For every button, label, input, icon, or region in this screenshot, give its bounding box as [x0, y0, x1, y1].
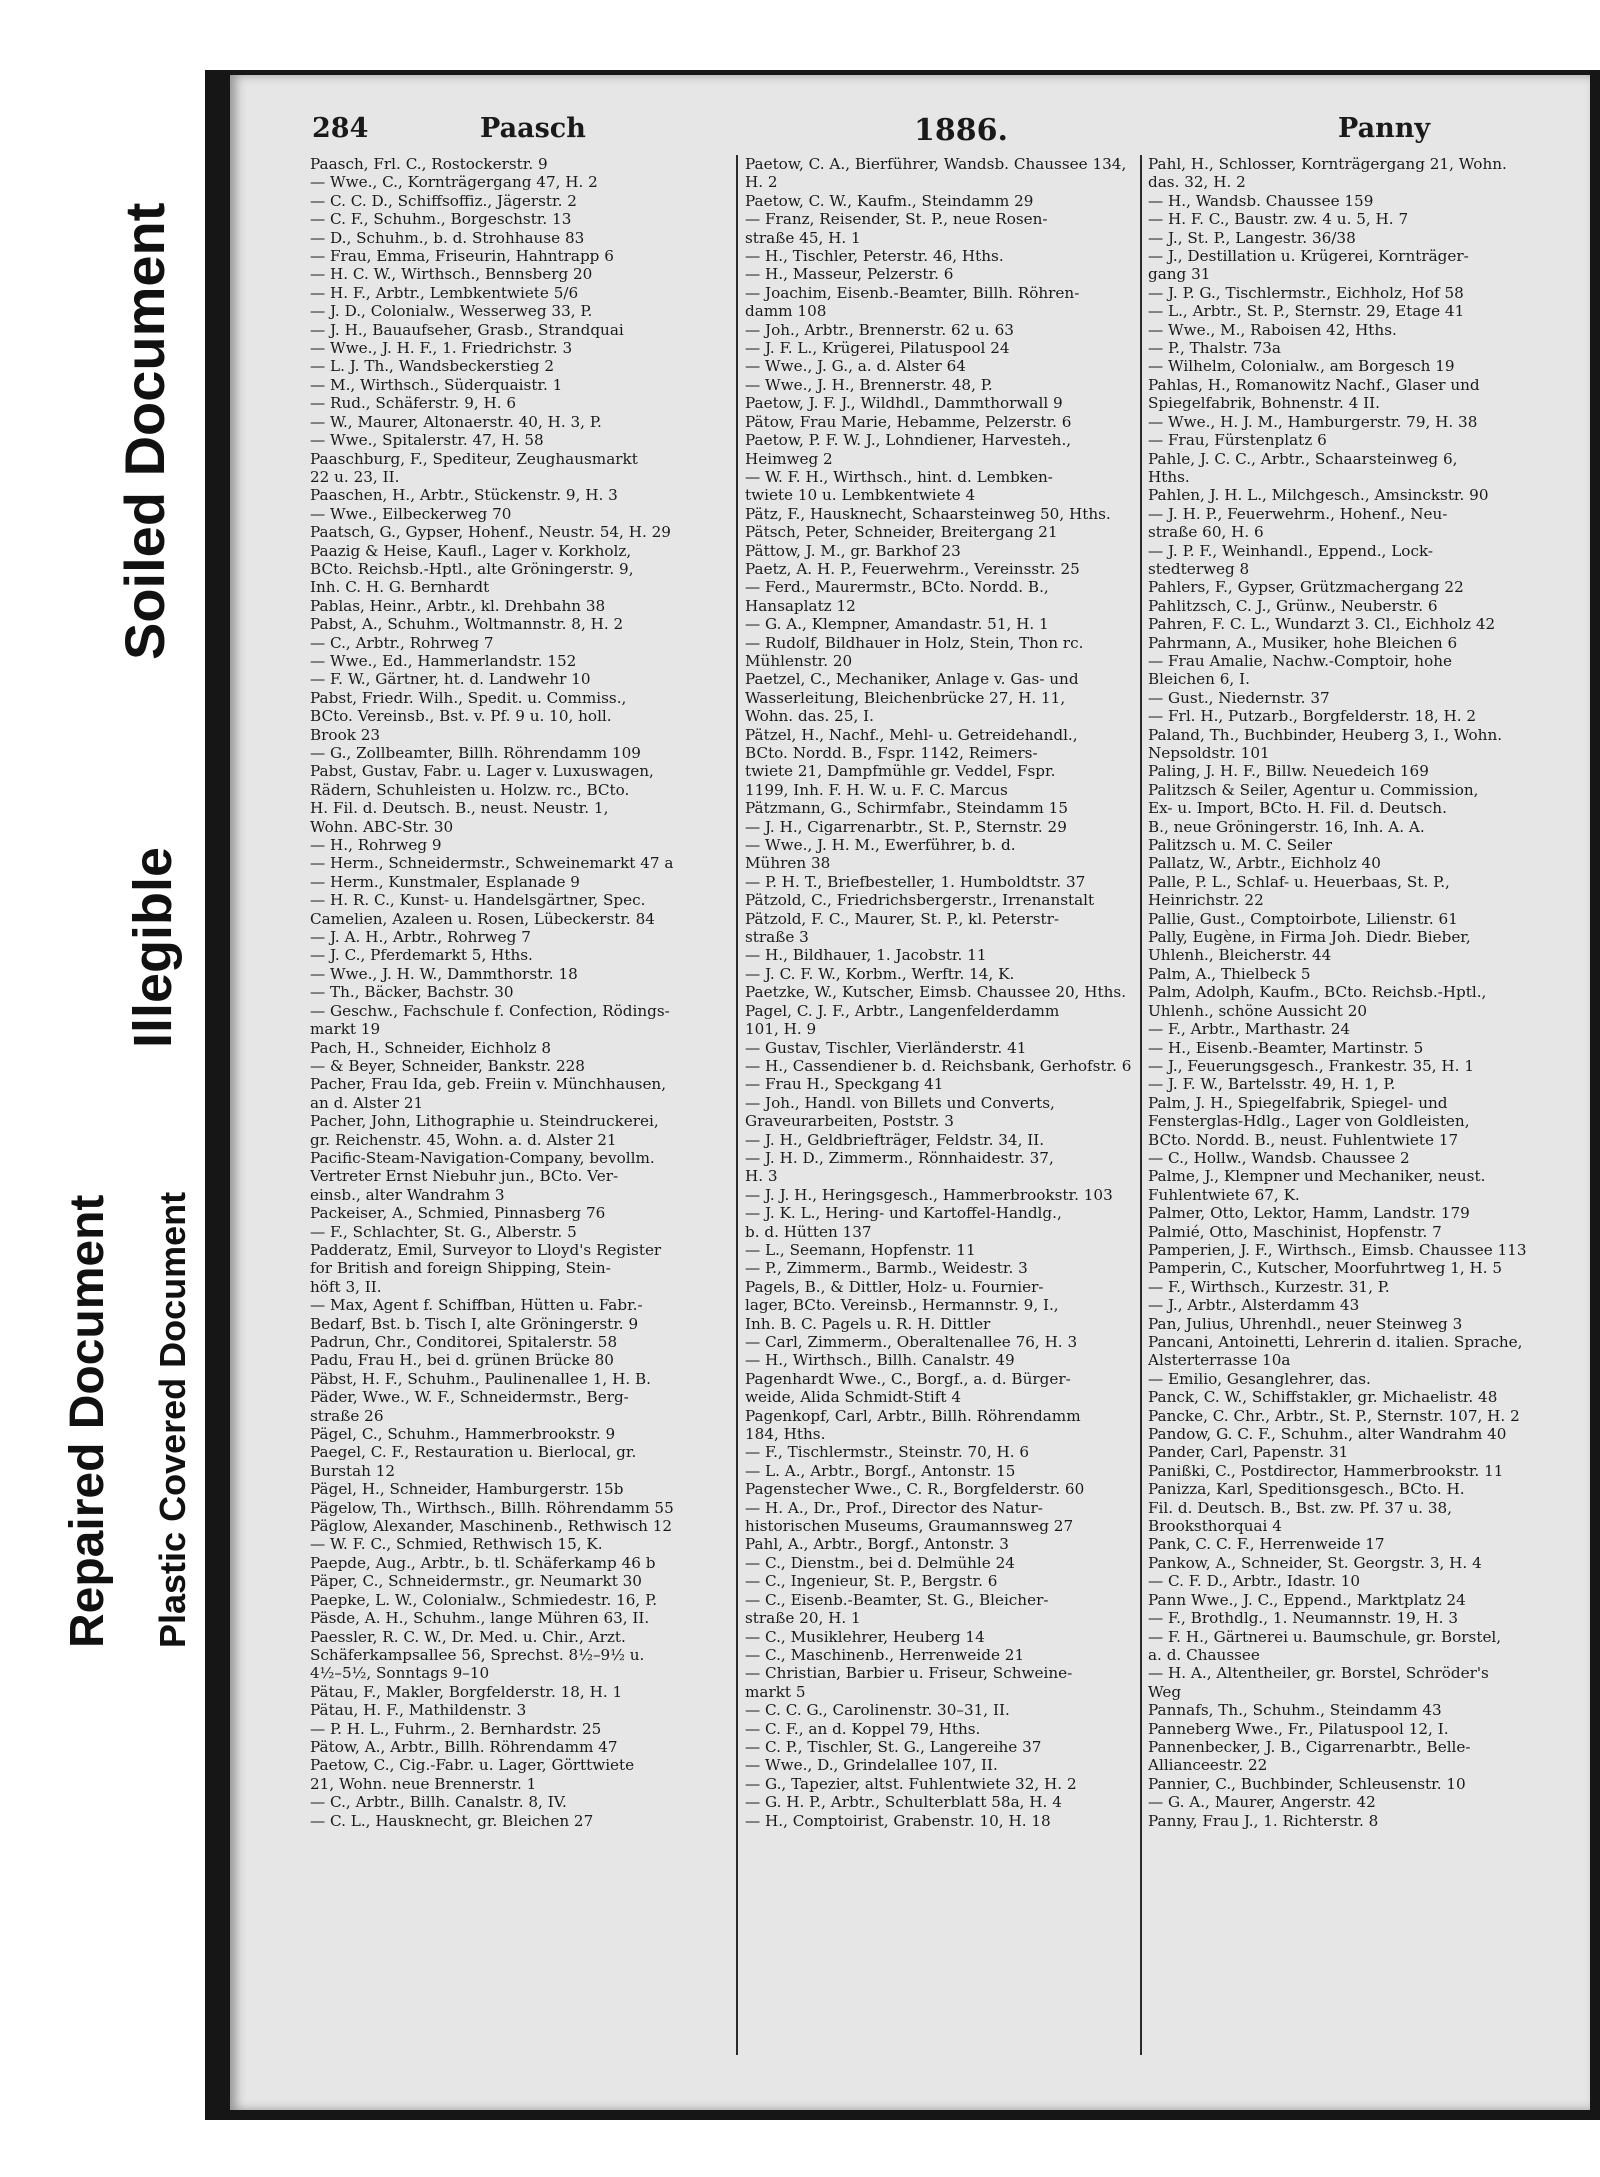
directory-entry-line: a. d. Chaussee — [1148, 1645, 1260, 1664]
directory-entry-line: Panneberg Wwe., Fr., Pilatuspool 12, I. — [1148, 1719, 1449, 1738]
directory-entry-line: gang 31 — [1148, 265, 1211, 284]
directory-entry-line: Pancani, Antoinetti, Lehrerin d. italien. Sprache, — [1148, 1333, 1523, 1351]
directory-entry-line: — H. A., Dr., Prof., Director des Natur- — [745, 1498, 1043, 1517]
directory-entry-line: Paazig & Heise, Kaufl., Lager v. Korkholz, — [310, 541, 632, 560]
directory-entry-line: Pacific-Steam-Navigation-Company, bevollm. — [310, 1148, 655, 1167]
directory-entry-line: Padderatz, Emil, Surveyor to Lloyd's Register — [310, 1240, 662, 1259]
directory-column-middle — [745, 155, 1145, 2085]
directory-entry-line: — J. P. F., Weinhandl., Eppend., Lock- — [1148, 541, 1434, 560]
directory-entry-line: — H., Eisenb.-Beamter, Martinstr. 5 — [1148, 1038, 1424, 1057]
directory-entry-line: — Frau Amalie, Nachw.-Comptoir, hohe — [1148, 651, 1452, 670]
directory-entry-line: Wohn. ABC-Str. 30 — [310, 817, 454, 836]
directory-entry-line: BCto. Nordd. B., Fspr. 1142, Reimers- — [745, 744, 1038, 762]
directory-entry-line: Palmer, Otto, Lektor, Hamm, Landstr. 179 — [1148, 1204, 1470, 1223]
directory-entry-line: — P. H. T., Briefbesteller, 1. Humboldtstr. 37 — [745, 872, 1086, 891]
directory-entry-line: — J. D., Colonialw., Wesserweg 33, P. — [310, 302, 593, 321]
left-running-head: Paasch — [480, 113, 586, 144]
directory-entry-line: — Wwe., D., Grindelallee 107, II. — [745, 1756, 998, 1775]
directory-entry-line: Uhlenh., schöne Aussicht 20 — [1148, 1001, 1368, 1020]
directory-entry-line: Panißki, C., Postdirector, Hammerbrookstr. 11 — [1148, 1461, 1504, 1480]
directory-entry-line: Pan, Julius, Uhrenhdl., neuer Steinweg 3 — [1148, 1314, 1463, 1333]
repaired-document-label: Repaired Document — [61, 1194, 114, 1648]
directory-entry-line: Inh. C. H. G. Bernhardt — [310, 578, 490, 597]
directory-entry-line: Alsterterrasse 10a — [1148, 1351, 1291, 1370]
directory-entry-line: — Wwe., J. H. F., 1. Friedrichstr. 3 — [310, 339, 573, 358]
directory-entry-line: — Joachim, Eisenb.-Beamter, Billh. Röhren- — [745, 283, 1080, 302]
directory-entry-line: Pagenkopf, Carl, Arbtr., Billh. Röhrendamm — [745, 1406, 1081, 1425]
directory-entry-line: Brooksthorquai 4 — [1148, 1517, 1282, 1536]
directory-entry-line: — C. F. D., Arbtr., Idastr. 10 — [1148, 1572, 1361, 1591]
directory-entry-line: Paetz, A. H. P., Feuerwehrm., Vereinsstr. 25 — [745, 559, 1080, 578]
directory-entry-line: Paetow, J. F. J., Wildhdl., Dammthorwall 9 — [745, 394, 1063, 413]
directory-column-right — [1148, 155, 1578, 2085]
directory-entry-line: — J. A. H., Arbtr., Rohrweg 7 — [310, 928, 531, 947]
directory-entry-line: — Carl, Zimmerm., Oberaltenallee 76, H. 3 — [745, 1333, 1078, 1351]
directory-entry-line: — J. C., Pferdemarkt 5, Hths. — [310, 946, 533, 965]
directory-entry-line: straße 26 — [310, 1406, 384, 1425]
directory-entry-line: Pahl, H., Schlosser, Kornträgergang 21, Wohn. — [1148, 155, 1507, 173]
directory-entry-line: — P. H. L., Fuhrm., 2. Bernhardstr. 25 — [310, 1719, 602, 1738]
directory-entry-line: Pätzel, H., Nachf., Mehl- u. Getreidehandl., — [745, 725, 1078, 744]
directory-entry-line: — J. H., Cigarrenarbtr., St. P., Sternstr. 29 — [745, 817, 1067, 836]
directory-entry-line: — H., Wirthsch., Billh. Canalstr. 49 — [745, 1351, 1015, 1370]
directory-entry-line: — H. R. C., Kunst- u. Handelsgärtner, Spec. — [310, 891, 646, 910]
directory-entry-line: — F., Wirthsch., Kurzestr. 31, P. — [1148, 1277, 1390, 1296]
directory-entry-line: Paaschen, H., Arbtr., Stückenstr. 9, H. 3 — [310, 486, 618, 505]
directory-entry-line: Pagenhardt Wwe., C., Borgf., a. d. Bürger- — [745, 1369, 1071, 1388]
directory-entry-line: Heimweg 2 — [745, 449, 833, 468]
directory-entry-line: — D., Schuhm., b. d. Strohhause 83 — [310, 228, 585, 247]
directory-entry-line: — F., Brothdlg., 1. Neumannstr. 19, H. 3 — [1148, 1609, 1458, 1628]
directory-entry-line: — G. H. P., Arbtr., Schulterblatt 58a, H. 4 — [745, 1793, 1062, 1812]
directory-entry-line: Mühlenstr. 20 — [745, 651, 853, 670]
directory-entry-line: Päder, Wwe., W. F., Schneidermstr., Berg- — [310, 1388, 629, 1407]
directory-entry-line: — C. F., Schuhm., Borgeschstr. 13 — [310, 210, 572, 229]
directory-entry-line: Paaschburg, F., Spediteur, Zeughausmarkt — [310, 449, 638, 468]
directory-entry-line: 22 u. 23, II. — [310, 467, 400, 486]
directory-entry-line: — Wwe., J. H. M., Ewerführer, b. d. — [745, 836, 1016, 855]
directory-entry-line: Pann Wwe., J. C., Eppend., Marktplatz 24 — [1148, 1590, 1466, 1609]
directory-entry-line: Pägelow, Th., Wirthsch., Billh. Röhrendamm 55 — [310, 1498, 674, 1517]
directory-entry-line: Fil. d. Deutsch. B., Bst. zw. Pf. 37 u. 38, — [1148, 1498, 1452, 1517]
directory-entry-line: — H., Cassendiener b. d. Reichsbank, Gerhofstr. 6 — [745, 1056, 1132, 1075]
directory-entry-line: — Herm., Schneidermstr., Schweinemarkt 47 a — [310, 854, 674, 873]
directory-entry-line: — P., Zimmerm., Barmb., Weidestr. 3 — [745, 1259, 1028, 1278]
directory-entry-line: Schäferkampsallee 56, Sprechst. 8½–9½ u. — [310, 1645, 645, 1664]
directory-entry-line: Pätau, H. F., Mathildenstr. 3 — [310, 1701, 527, 1720]
directory-entry-line: — Rud., Schäferstr. 9, H. 6 — [310, 394, 517, 413]
directory-entry-line: — C. C. D., Schiffsoffiz., Jägerstr. 2 — [310, 191, 577, 210]
directory-entry-line: Paasch, Frl. C., Rostockerstr. 9 — [310, 155, 548, 173]
directory-entry-line: — G., Tapezier, altst. Fuhlentwiete 32, H. 2 — [745, 1774, 1077, 1793]
directory-entry-line: Pahren, F. C. L., Wundarzt 3. Cl., Eichholz 42 — [1148, 615, 1496, 634]
directory-entry-line: — Gust., Niedernstr. 37 — [1148, 688, 1330, 707]
directory-entry-line: das. 32, H. 2 — [1148, 173, 1246, 192]
directory-entry-line: Wohn. das. 25, I. — [745, 707, 874, 726]
directory-entry-line: Paatsch, G., Gypser, Hohenf., Neustr. 54, H. 29 — [310, 523, 671, 542]
directory-entry-line: — G. A., Maurer, Angerstr. 42 — [1148, 1793, 1376, 1812]
directory-entry-line: B., neue Gröningerstr. 16, Inh. A. A. — [1148, 817, 1425, 836]
directory-entry-line: — C., Eisenb.-Beamter, St. G., Bleicher- — [745, 1590, 1049, 1609]
directory-entry-line: Pancke, C. Chr., Arbtr., St. P., Sternstr. 107, H. 2 — [1148, 1406, 1520, 1425]
directory-entry-line: — W., Maurer, Altonaerstr. 40, H. 3, P. — [310, 412, 602, 431]
directory-entry-line: Paepke, L. W., Colonialw., Schmiedestr. 16, P. — [310, 1590, 658, 1609]
directory-entry-line: Päsde, A. H., Schuhm., lange Mühren 63, II. — [310, 1609, 650, 1628]
directory-entry-line: — F., Arbtr., Marthastr. 24 — [1148, 1020, 1351, 1039]
directory-entry-line: — J. H., Geldbriefträger, Feldstr. 34, II. — [745, 1130, 1045, 1149]
directory-entry-line: Bleichen 6, I. — [1148, 670, 1250, 689]
directory-entry-line: — F., Tischlermstr., Steinstr. 70, H. 6 — [745, 1443, 1030, 1462]
directory-entry-line: gr. Reichenstr. 45, Wohn. a. d. Alster 21 — [310, 1130, 617, 1149]
directory-entry-line: Paetzke, W., Kutscher, Eimsb. Chaussee 20, Hths. — [745, 983, 1127, 1002]
directory-entry-line: Pandow, G. C. F., Schuhm., alter Wandrahm 40 — [1148, 1425, 1507, 1444]
directory-entry-line: Paland, Th., Buchbinder, Heuberg 3, I., Wohn. — [1148, 725, 1503, 744]
directory-entry-line: — Wwe., J. H., Brennerstr. 48, P. — [745, 375, 993, 394]
directory-entry-line: Pach, H., Schneider, Eichholz 8 — [310, 1038, 552, 1057]
directory-entry-line: Paegel, C. F., Restauration u. Bierlocal, gr. — [310, 1443, 637, 1462]
directory-entry-line: — Ferd., Maurermstr., BCto. Nordd. B., — [745, 578, 1049, 597]
directory-entry-line: damm 108 — [745, 302, 827, 321]
directory-entry-line: 184, Hths. — [745, 1425, 826, 1444]
directory-entry-line: — F. H., Gärtnerei u. Baumschule, gr. Borstel, — [1148, 1627, 1502, 1646]
directory-entry-line: — F., Schlachter, St. G., Alberstr. 5 — [310, 1222, 577, 1241]
directory-entry-line: b. d. Hütten 137 — [745, 1222, 872, 1241]
directory-entry-line: Hansaplatz 12 — [745, 596, 856, 615]
directory-entry-line: BCto. Vereinsb., Bst. v. Pf. 9 u. 10, holl. — [310, 707, 612, 726]
directory-entry-line: — & Beyer, Schneider, Bankstr. 228 — [310, 1056, 585, 1075]
directory-entry-line: Packeiser, A., Schmied, Pinnasberg 76 — [310, 1204, 606, 1223]
directory-entry-line: Pahlers, F., Gypser, Grützmachergang 22 — [1148, 578, 1464, 597]
directory-entry-line: Päper, C., Schneidermstr., gr. Neumarkt 30 — [310, 1572, 642, 1591]
directory-entry-line: — Frau, Fürstenplatz 6 — [1148, 431, 1327, 450]
directory-entry-line: markt 19 — [310, 1020, 381, 1039]
directory-entry-line: — L., Arbtr., St. P., Sternstr. 29, Etage 41 — [1148, 302, 1465, 321]
directory-entry-line: straße 20, H. 1 — [745, 1609, 861, 1628]
directory-entry-line: Padu, Frau H., bei d. grünen Brücke 80 — [310, 1351, 614, 1370]
directory-entry-line: lager, BCto. Vereinsb., Hermannstr. 9, I., — [745, 1296, 1059, 1315]
directory-entry-line: — Emilio, Gesanglehrer, das. — [1148, 1369, 1371, 1388]
directory-entry-line: — Franz, Reisender, St. P., neue Rosen- — [745, 210, 1048, 229]
directory-entry-line: 4½–5½, Sonntags 9–10 — [310, 1664, 490, 1683]
directory-entry-line: Palitzsch & Seiler, Agentur u. Commission, — [1148, 780, 1479, 799]
directory-entry-line: Brook 23 — [310, 725, 381, 744]
directory-entry-line: Paepde, Aug., Arbtr., b. tl. Schäferkamp 46 b — [310, 1553, 656, 1572]
illegible-label: Illegible — [123, 846, 183, 1048]
directory-entry-line: Palme, J., Klempner und Mechaniker, neust. — [1148, 1167, 1486, 1186]
directory-entry-line: — Joh., Handl. von Billets und Converts, — [745, 1093, 1055, 1112]
directory-entry-line: — Wwe., C., Kornträgergang 47, H. 2 — [310, 173, 598, 192]
directory-entry-line: H. 3 — [745, 1167, 778, 1186]
directory-entry-line: Pahlas, H., Romanowitz Nachf., Glaser und — [1148, 375, 1480, 394]
directory-entry-line: twiete 10 u. Lembkentwiete 4 — [745, 486, 976, 505]
directory-entry-line: Pahrmann, A., Musiker, hohe Bleichen 6 — [1148, 633, 1458, 652]
directory-entry-line: Pätow, Frau Marie, Hebamme, Pelzerstr. 6 — [745, 412, 1072, 431]
directory-entry-line: — F. W., Gärtner, ht. d. Landwehr 10 — [310, 670, 591, 689]
directory-entry-line: — H., Bildhauer, 1. Jacobstr. 11 — [745, 946, 987, 965]
directory-entry-line: — H., Rohrweg 9 — [310, 836, 442, 855]
directory-entry-line: Vertreter Ernst Niebuhr jun., BCto. Ver- — [310, 1167, 619, 1186]
directory-entry-line: — Christian, Barbier u. Friseur, Schweine- — [745, 1664, 1073, 1683]
soiled-document-label: Soiled Document — [113, 202, 176, 660]
directory-entry-line: BCto. Reichsb.-Hptl., alte Gröningerstr. 9, — [310, 559, 634, 578]
directory-entry-line: Pannier, C., Buchbinder, Schleusenstr. 10 — [1148, 1774, 1466, 1793]
directory-entry-line: — C., Arbtr., Rohrweg 7 — [310, 633, 494, 652]
directory-entry-line: Paetow, C., Cig.-Fabr. u. Lager, Görttwiete — [310, 1756, 635, 1775]
directory-entry-line: Pacher, Frau Ida, geb. Freiin v. Münchhausen, — [310, 1075, 667, 1094]
directory-entry-line: Pamperin, C., Kutscher, Moorfuhrtweg 1, H. 5 — [1148, 1259, 1503, 1278]
directory-entry-line: Pätzmann, G., Schirmfabr., Steindamm 15 — [745, 799, 1068, 818]
directory-entry-line: Spiegelfabrik, Bohnenstr. 4 II. — [1148, 394, 1381, 413]
directory-entry-line: — J., Destillation u. Krügerei, Kornträger- — [1148, 247, 1469, 266]
plastic-covered-document-label: Plastic Covered Document — [152, 1191, 193, 1648]
directory-entry-line: BCto. Nordd. B., neust. Fuhlentwiete 17 — [1148, 1130, 1459, 1149]
directory-entry-line: — W. F. C., Schmied, Rethwisch 15, K. — [310, 1535, 603, 1554]
directory-entry-line: — J. H. D., Zimmerm., Rönnhaidestr. 37, — [745, 1148, 1054, 1167]
directory-entry-line: for British and foreign Shipping, Stein- — [310, 1259, 611, 1278]
directory-entry-line: H. Fil. d. Deutsch. B., neust. Neustr. 1, — [310, 799, 609, 818]
directory-entry-line: straße 45, H. 1 — [745, 228, 861, 247]
directory-entry-line: Uhlenh., Bleicherstr. 44 — [1148, 946, 1332, 965]
directory-entry-line: — J., Arbtr., Alsterdamm 43 — [1148, 1296, 1360, 1315]
directory-entry-line: — C., Hollw., Wandsb. Chaussee 2 — [1148, 1148, 1410, 1167]
directory-entry-line: — H., Masseur, Pelzerstr. 6 — [745, 265, 954, 284]
directory-entry-line: Panny, Frau J., 1. Richterstr. 8 — [1148, 1811, 1379, 1830]
directory-entry-line: — Wwe., H. J. M., Hamburgerstr. 79, H. 38 — [1148, 412, 1478, 431]
directory-entry-line: — H. F. C., Baustr. zw. 4 u. 5, H. 7 — [1148, 210, 1409, 229]
directory-entry-line: Pättow, J. M., gr. Barkhof 23 — [745, 541, 961, 560]
directory-entry-line: 101, H. 9 — [745, 1020, 817, 1039]
directory-entry-line: — J. J. H., Heringsgesch., Hammerbrookstr. 103 — [745, 1185, 1113, 1204]
directory-entry-line: Bedarf, Bst. b. Tisch I, alte Gröningerstr. 9 — [310, 1314, 639, 1333]
directory-entry-line: Allianceestr. 22 — [1148, 1756, 1268, 1775]
year-heading: 1886. — [914, 113, 1008, 148]
directory-entry-line: Pablas, Heinr., Arbtr., kl. Drehbahn 38 — [310, 596, 606, 615]
directory-entry-line: — L. A., Arbtr., Borgf., Antonstr. 15 — [745, 1461, 1016, 1480]
directory-entry-line: — C. L., Hausknecht, gr. Bleichen 27 — [310, 1811, 594, 1830]
directory-entry-line: — H., Wandsb. Chaussee 159 — [1148, 191, 1374, 210]
directory-entry-line: Burstah 12 — [310, 1461, 396, 1480]
directory-entry-line: Pander, Carl, Papenstr. 31 — [1148, 1443, 1349, 1462]
directory-entry-line: Palm, A., Thielbeck 5 — [1148, 964, 1311, 983]
directory-entry-line: Pally, Eugène, in Firma Joh. Diedr. Bieber, — [1148, 928, 1471, 947]
directory-entry-line: Hths. — [1148, 467, 1190, 486]
directory-entry-line: — H., Tischler, Peterstr. 46, Hths. — [745, 247, 1004, 266]
right-running-head: Panny — [1338, 113, 1431, 144]
directory-entry-line: Pahlen, J. H. L., Milchgesch., Amsinckstr. 90 — [1148, 486, 1489, 505]
directory-entry-line: Fuhlentwiete 67, K. — [1148, 1185, 1300, 1204]
directory-entry-line: Päglow, Alexander, Maschinenb., Rethwisch 12 — [310, 1517, 673, 1536]
directory-entry-line: — Wilhelm, Colonialw., am Borgesch 19 — [1148, 357, 1455, 376]
directory-entry-line: — Joh., Arbtr., Brennerstr. 62 u. 63 — [745, 320, 1014, 339]
directory-entry-line: Pahle, J. C. C., Arbtr., Schaarsteinweg 6, — [1148, 449, 1458, 468]
page-number: 284 — [312, 113, 369, 144]
directory-entry-line: Pagel, C. J. F., Arbtr., Langenfelderdamm — [745, 1001, 1060, 1020]
directory-entry-line: — H. F., Arbtr., Lembkentwiete 5/6 — [310, 283, 579, 302]
directory-entry-line: — Th., Bäcker, Bachstr. 30 — [310, 983, 514, 1002]
directory-entry-line: — Frau, Emma, Friseurin, Hahntrapp 6 — [310, 247, 614, 266]
directory-entry-line: Pallie, Gust., Comptoirbote, Lilienstr. 61 — [1148, 909, 1458, 928]
directory-entry-line: Graveurarbeiten, Poststr. 3 — [745, 1112, 954, 1131]
directory-entry-line: Paessler, R. C. W., Dr. Med. u. Chir., Arzt. — [310, 1627, 626, 1646]
directory-entry-line: — L. J. Th., Wandsbeckerstieg 2 — [310, 357, 554, 376]
directory-entry-line: — Geschw., Fachschule f. Confection, Rödings- — [310, 1001, 670, 1020]
directory-entry-line: Paetzel, C., Mechaniker, Anlage v. Gas- und — [745, 670, 1079, 689]
directory-entry-line: Pätzold, C., Friedrichsbergerstr., Irrenanstalt — [745, 891, 1095, 910]
directory-entry-line: 21, Wohn. neue Brennerstr. 1 — [310, 1774, 537, 1793]
directory-entry-line: Palle, P. L., Schlaf- u. Heuerbaas, St. P., — [1148, 872, 1450, 891]
directory-entry-line: — Herm., Kunstmaler, Esplanade 9 — [310, 872, 580, 891]
directory-entry-line: straße 3 — [745, 928, 809, 947]
directory-entry-line: H. 2 — [745, 173, 778, 192]
directory-entry-line: Palmié, Otto, Maschinist, Hopfenstr. 7 — [1148, 1222, 1442, 1241]
directory-entry-line: Pätz, F., Hausknecht, Schaarsteinweg 50, Hths. — [745, 504, 1111, 523]
directory-column-left — [310, 155, 730, 2085]
directory-entry-line: Pahl, A., Arbtr., Borgf., Antonstr. 3 — [745, 1535, 1009, 1554]
directory-entry-line: — J. F. W., Bartelsstr. 49, H. 1, P. — [1148, 1075, 1396, 1094]
directory-entry-line: — C., Ingenieur, St. P., Bergstr. 6 — [745, 1572, 998, 1591]
directory-entry-line: — J. P. G., Tischlermstr., Eichholz, Hof 58 — [1148, 283, 1464, 302]
directory-entry-line: Padrun, Chr., Conditorei, Spitalerstr. 58 — [310, 1333, 618, 1351]
directory-entry-line: — W. F. H., Wirthsch., hint. d. Lembken- — [745, 467, 1053, 486]
directory-entry-line: — Max, Agent f. Schiffban, Hütten u. Fabr.- — [310, 1296, 643, 1315]
directory-entry-line: Panck, C. W., Schiffstakler, gr. Michaelistr. 48 — [1148, 1388, 1498, 1407]
directory-entry-line: Ex- u. Import, BCto. H. Fil. d. Deutsch. — [1148, 799, 1447, 818]
directory-entry-line: — Gustav, Tischler, Vierländerstr. 41 — [745, 1038, 1027, 1057]
directory-entry-line: — C. P., Tischler, St. G., Langereihe 37 — [745, 1737, 1042, 1756]
directory-entry-line: Pannenbecker, J. B., Cigarrenarbtr., Belle- — [1148, 1737, 1471, 1756]
directory-entry-line: Camelien, Azaleen u. Rosen, Lübeckerstr. 84 — [310, 909, 655, 928]
directory-entry-line: — Rudolf, Bildhauer in Holz, Stein, Thon rc. — [745, 633, 1084, 652]
directory-entry-line: Palm, Adolph, Kaufm., BCto. Reichsb.-Hptl., — [1148, 983, 1487, 1002]
directory-entry-line: Pank, C. C. F., Herrenweide 17 — [1148, 1535, 1385, 1554]
directory-entry-line: Pannafs, Th., Schuhm., Steindamm 43 — [1148, 1701, 1442, 1720]
directory-entry-line: twiete 21, Dampfmühle gr. Veddel, Fspr. — [745, 762, 1056, 781]
directory-entry-line: — J. H., Bauaufseher, Grasb., Strandquai — [310, 320, 624, 339]
directory-entry-line: — H., Comptoirist, Grabenstr. 10, H. 18 — [745, 1811, 1051, 1830]
directory-entry-line: Pagels, B., & Dittler, Holz- u. Fournier- — [745, 1277, 1044, 1296]
directory-entry-line: — Wwe., Ed., Hammerlandstr. 152 — [310, 651, 577, 670]
directory-entry-line: Pamperien, J. F., Wirthsch., Eimsb. Chaussee 113 — [1148, 1240, 1527, 1259]
directory-entry-line: historischen Museums, Graumannsweg 27 — [745, 1517, 1074, 1536]
directory-entry-line: — J. F. L., Krügerei, Pilatuspool 24 — [745, 339, 1010, 358]
directory-entry-line: Palm, J. H., Spiegelfabrik, Spiegel- und — [1148, 1093, 1448, 1112]
directory-entry-line: Pägel, H., Schneider, Hamburgerstr. 15b — [310, 1480, 624, 1499]
directory-entry-line: weide, Alida Schmidt-Stift 4 — [745, 1388, 961, 1407]
directory-entry-line: Pabst, Friedr. Wilh., Spedit. u. Commiss., — [310, 688, 627, 707]
directory-entry-line: — C., Musiklehrer, Heuberg 14 — [745, 1627, 985, 1646]
directory-entry-line: Mühren 38 — [745, 854, 831, 873]
directory-entry-line: Weg — [1148, 1682, 1182, 1701]
directory-entry-line: stedterweg 8 — [1148, 559, 1250, 578]
directory-entry-line: Pankow, A., Schneider, St. Georgstr. 3, H. 4 — [1148, 1553, 1482, 1572]
directory-entry-line: straße 60, H. 6 — [1148, 523, 1264, 542]
directory-entry-line: — H. C. W., Wirthsch., Bennsberg 20 — [310, 265, 593, 284]
directory-entry-line: Wasserleitung, Bleichenbrücke 27, H. 11, — [745, 688, 1066, 707]
directory-entry-line: — C., Arbtr., Billh. Canalstr. 8, IV. — [310, 1793, 567, 1812]
directory-entry-line: Pätau, F., Makler, Borgfelderstr. 18, H. 1 — [310, 1682, 623, 1701]
directory-entry-line: höft 3, II. — [310, 1277, 382, 1296]
directory-entry-line: — M., Wirthsch., Süderquaistr. 1 — [310, 375, 563, 394]
directory-entry-line: Pätow, A., Arbtr., Billh. Röhrendamm 47 — [310, 1737, 618, 1756]
directory-entry-line: — J. C. F. W., Korbm., Werftr. 14, K. — [745, 964, 1015, 983]
directory-entry-line: Päbst, H. F., Schuhm., Paulinenallee 1, H. B. — [310, 1369, 651, 1388]
directory-entry-line: — G. A., Klempner, Amandastr. 51, H. 1 — [745, 615, 1049, 634]
directory-entry-line: Rädern, Schuhleisten u. Holzw. rc., BCto. — [310, 780, 630, 799]
directory-entry-line: Panizza, Karl, Speditionsgesch., BCto. H. — [1148, 1480, 1465, 1499]
directory-entry-line: — Wwe., J. H. W., Dammthorstr. 18 — [310, 964, 578, 983]
directory-entry-line: — J., St. P., Langestr. 36/38 — [1148, 228, 1356, 247]
directory-entry-line: Pabst, Gustav, Fabr. u. Lager v. Luxuswagen, — [310, 762, 654, 781]
directory-entry-line: Paling, J. H. F., Billw. Neuedeich 169 — [1148, 762, 1429, 781]
directory-entry-line: Paetow, C. A., Bierführer, Wandsb. Chaussee 134, — [745, 155, 1127, 173]
directory-entry-line: — J. K. L., Hering- und Kartoffel-Handlg., — [745, 1204, 1062, 1223]
directory-entry-line: — J. H. P., Feuerwehrm., Hohenf., Neu- — [1148, 504, 1448, 523]
directory-entry-line: Pätzold, F. C., Maurer, St. P., kl. Peterstr- — [745, 909, 1060, 928]
directory-entry-line: Fensterglas-Hdlg., Lager von Goldleisten, — [1148, 1112, 1470, 1131]
directory-entry-line: Pagenstecher Wwe., C. R., Borgfelderstr. 60 — [745, 1480, 1085, 1499]
directory-entry-line: — Frau H., Speckgang 41 — [745, 1075, 944, 1094]
directory-entry-line: — C. C. G., Carolinenstr. 30–31, II. — [745, 1701, 1010, 1720]
directory-entry-line: Heinrichstr. 22 — [1148, 891, 1264, 910]
directory-entry-line: Pahlitzsch, C. J., Grünw., Neuberstr. 6 — [1148, 596, 1438, 615]
directory-entry-line: — C. F., an d. Koppel 79, Hths. — [745, 1719, 981, 1738]
directory-entry-line: — C., Dienstm., bei d. Delmühle 24 — [745, 1553, 1015, 1572]
directory-entry-line: Nepsoldstr. 101 — [1148, 744, 1270, 762]
directory-entry-line: Inh. B. C. Pagels u. R. H. Dittler — [745, 1314, 991, 1333]
directory-entry-line: einsb., alter Wandrahm 3 — [310, 1185, 505, 1204]
directory-page — [230, 75, 1590, 2110]
directory-entry-line: Paetow, P. F. W. J., Lohndiener, Harvesteh., — [745, 431, 1072, 450]
directory-entry-line: Pallatz, W., Arbtr., Eichholz 40 — [1148, 854, 1381, 873]
column-divider-left — [736, 155, 738, 2055]
directory-entry-line: Pacher, John, Lithographie u. Steindruckerei, — [310, 1112, 659, 1131]
directory-entry-line: Pätsch, Peter, Schneider, Breitergang 21 — [745, 523, 1058, 542]
directory-entry-line: an d. Alster 21 — [310, 1093, 424, 1112]
directory-entry-line: — Wwe., Eilbeckerweg 70 — [310, 504, 512, 523]
directory-entry-line: — Frl. H., Putzarb., Borgfelderstr. 18, H. 2 — [1148, 707, 1477, 726]
directory-entry-line: — Wwe., M., Raboisen 42, Hths. — [1148, 320, 1397, 339]
directory-entry-line: markt 5 — [745, 1682, 806, 1701]
directory-entry-line: — G., Zollbeamter, Billh. Röhrendamm 109 — [310, 744, 641, 762]
directory-entry-line: Pägel, C., Schuhm., Hammerbrookstr. 9 — [310, 1425, 616, 1444]
directory-entry-line: Pabst, A., Schuhm., Woltmannstr. 8, H. 2 — [310, 615, 624, 634]
directory-entry-line: Palitzsch u. M. C. Seiler — [1148, 836, 1333, 855]
directory-entry-line: — L., Seemann, Hopfenstr. 11 — [745, 1240, 976, 1259]
directory-entry-line: — Wwe., Spitalerstr. 47, H. 58 — [310, 431, 544, 450]
directory-entry-line: — C., Maschinenb., Herrenweide 21 — [745, 1645, 1025, 1664]
directory-entry-line: 1199, Inh. F. H. W. u. F. C. Marcus — [745, 780, 1008, 799]
directory-entry-line: — H. A., Altentheiler, gr. Borstel, Schröder's — [1148, 1664, 1489, 1683]
directory-entry-line: — J., Feuerungsgesch., Frankestr. 35, H. 1 — [1148, 1056, 1474, 1075]
directory-entry-line: — Wwe., J. G., a. d. Alster 64 — [745, 357, 966, 376]
directory-entry-line: Paetow, C. W., Kaufm., Steindamm 29 — [745, 191, 1034, 210]
directory-entry-line: — P., Thalstr. 73a — [1148, 339, 1281, 358]
